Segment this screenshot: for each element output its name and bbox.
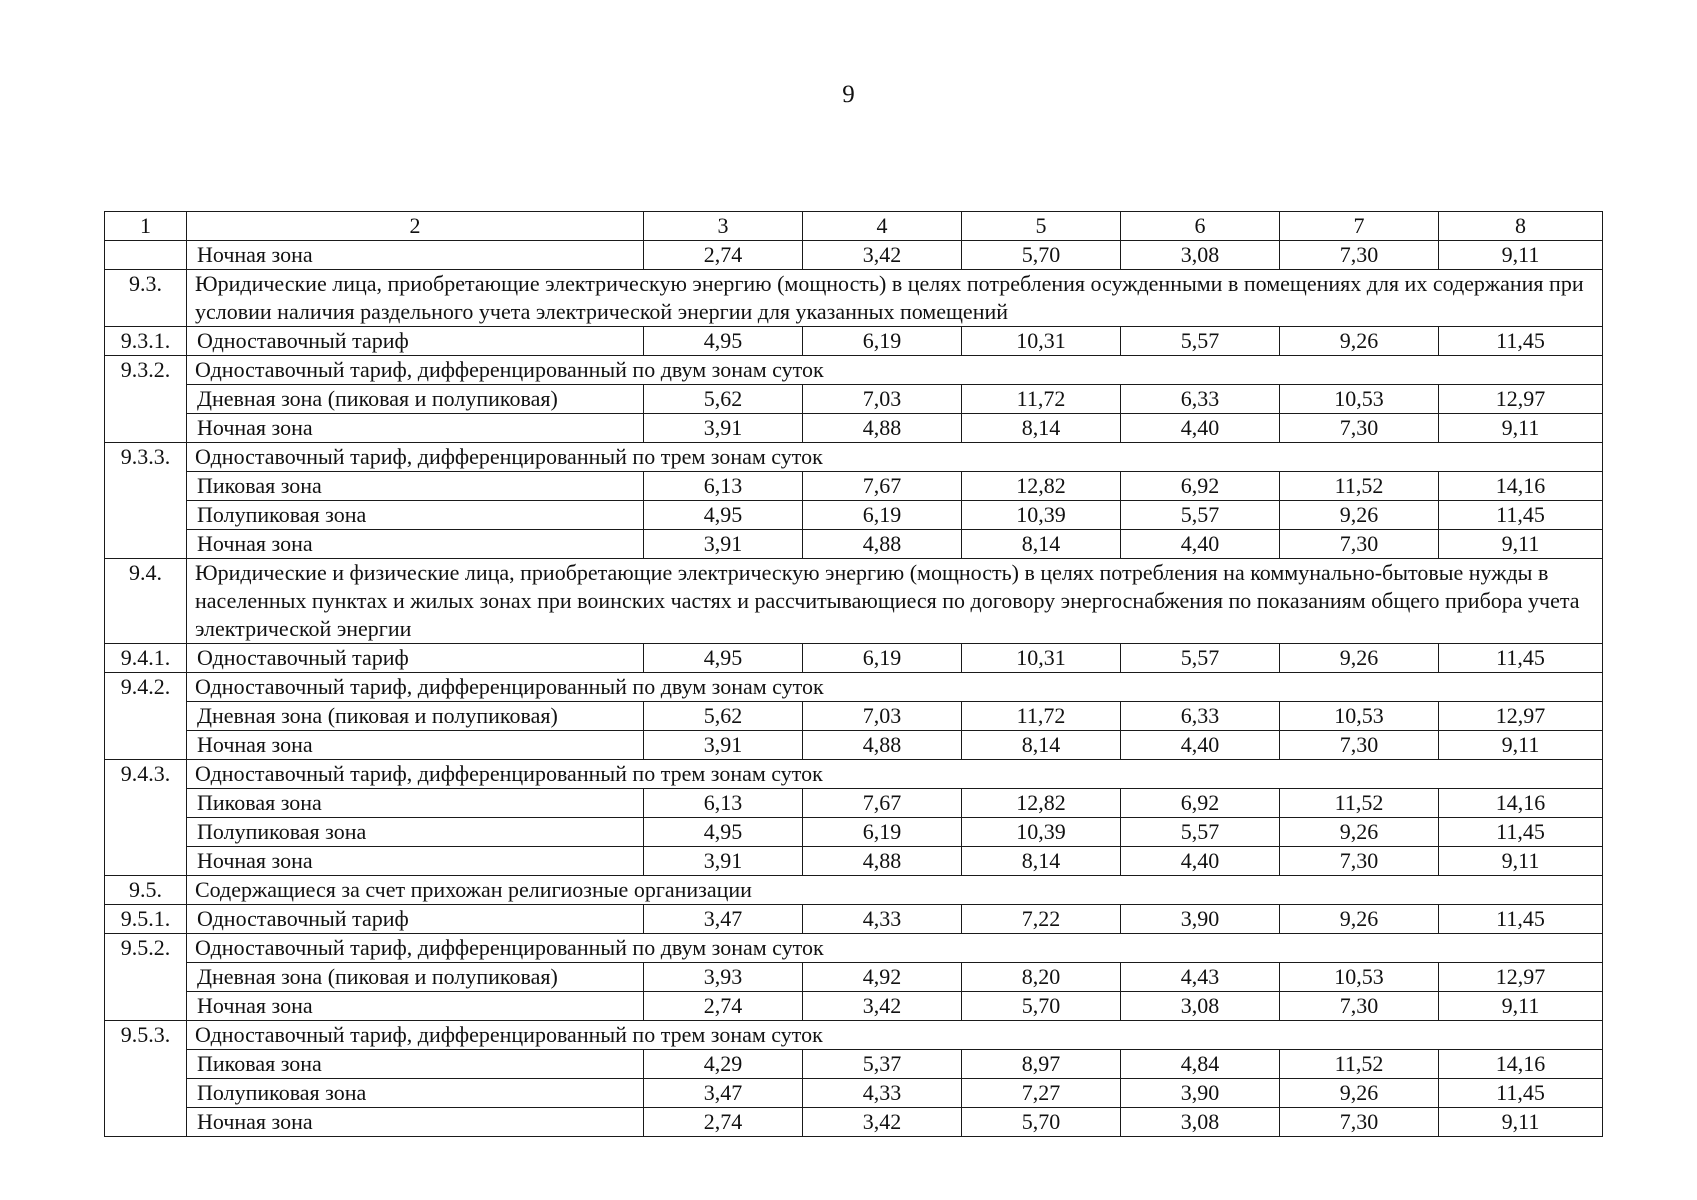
tariff-value: 9,11 <box>1439 414 1603 443</box>
tariff-value: 4,40 <box>1121 847 1280 876</box>
row-description: Ночная зона <box>187 992 644 1021</box>
tariff-value: 8,14 <box>962 530 1121 559</box>
section-row <box>105 876 1603 905</box>
tariff-value: 7,67 <box>803 789 962 818</box>
tariff-value: 9,11 <box>1439 731 1603 760</box>
row-code: 9.3. <box>105 270 187 327</box>
tariff-value: 10,53 <box>1280 963 1439 992</box>
tariff-value: 12,97 <box>1439 963 1603 992</box>
tariff-value: 5,37 <box>803 1050 962 1079</box>
tariff-value: 7,30 <box>1280 847 1439 876</box>
tariff-value: 6,33 <box>1121 385 1280 414</box>
row-code: 9.5.2. <box>105 934 187 1021</box>
tariff-row <box>105 963 1603 992</box>
tariff-row <box>105 530 1603 559</box>
tariff-value: 6,13 <box>644 472 803 501</box>
row-description: Дневная зона (пиковая и полупиковая) <box>187 385 644 414</box>
tariff-value: 7,22 <box>962 905 1121 934</box>
row-description: Ночная зона <box>187 1108 644 1137</box>
column-number: 2 <box>187 212 644 241</box>
tariff-value: 9,26 <box>1280 818 1439 847</box>
row-code <box>105 241 187 270</box>
tariff-value: 7,30 <box>1280 992 1439 1021</box>
section-row <box>105 559 1603 644</box>
row-description: Дневная зона (пиковая и полупиковая) <box>187 963 644 992</box>
tariff-value: 9,26 <box>1280 327 1439 356</box>
tariff-value: 10,31 <box>962 644 1121 673</box>
tariff-value: 3,90 <box>1121 1079 1280 1108</box>
tariff-value: 14,16 <box>1439 789 1603 818</box>
tariff-row <box>105 644 1603 673</box>
column-number: 1 <box>105 212 187 241</box>
tariff-value: 7,27 <box>962 1079 1121 1108</box>
tariff-value: 12,97 <box>1439 385 1603 414</box>
tariff-row <box>105 992 1603 1021</box>
column-number: 5 <box>962 212 1121 241</box>
tariff-value: 11,72 <box>962 702 1121 731</box>
section-title: Одноставочный тариф, дифференцированный по двум зонам суток <box>187 934 1603 963</box>
tariff-value: 6,13 <box>644 789 803 818</box>
tariff-value: 6,33 <box>1121 702 1280 731</box>
row-description: Пиковая зона <box>187 1050 644 1079</box>
section-title: Одноставочный тариф, дифференцированный по трем зонам суток <box>187 443 1603 472</box>
tariff-value: 9,26 <box>1280 1079 1439 1108</box>
row-description: Полупиковая зона <box>187 818 644 847</box>
row-description: Ночная зона <box>187 414 644 443</box>
tariff-value: 5,57 <box>1121 501 1280 530</box>
tariff-row <box>105 241 1603 270</box>
row-description: Ночная зона <box>187 241 644 270</box>
tariff-value: 11,45 <box>1439 1079 1603 1108</box>
row-code: 9.3.2. <box>105 356 187 443</box>
tariff-value: 3,91 <box>644 530 803 559</box>
tariff-value: 2,74 <box>644 241 803 270</box>
section-title: Одноставочный тариф, дифференцированный по трем зонам суток <box>187 1021 1603 1050</box>
tariff-value: 4,40 <box>1121 530 1280 559</box>
tariff-row <box>105 731 1603 760</box>
row-code: 9.3.1. <box>105 327 187 356</box>
tariff-value: 5,57 <box>1121 818 1280 847</box>
tariff-value: 9,26 <box>1280 644 1439 673</box>
section-title: Одноставочный тариф, дифференцированный по двум зонам суток <box>187 673 1603 702</box>
tariff-value: 5,62 <box>644 702 803 731</box>
row-description: Ночная зона <box>187 530 644 559</box>
tariff-value: 5,57 <box>1121 644 1280 673</box>
row-code: 9.4.3. <box>105 760 187 876</box>
tariff-value: 10,39 <box>962 818 1121 847</box>
tariff-value: 3,08 <box>1121 241 1280 270</box>
tariff-value: 3,91 <box>644 847 803 876</box>
tariff-value: 3,47 <box>644 1079 803 1108</box>
tariff-value: 4,33 <box>803 905 962 934</box>
tariff-value: 10,31 <box>962 327 1121 356</box>
row-code: 9.5.1. <box>105 905 187 934</box>
tariff-value: 4,95 <box>644 501 803 530</box>
tariff-value: 3,47 <box>644 905 803 934</box>
tariff-row <box>105 472 1603 501</box>
section-row <box>105 934 1603 963</box>
tariff-value: 6,19 <box>803 644 962 673</box>
tariff-table <box>104 211 1603 1137</box>
tariff-value: 3,42 <box>803 1108 962 1137</box>
tariff-value: 8,14 <box>962 731 1121 760</box>
tariff-value: 8,14 <box>962 414 1121 443</box>
tariff-row <box>105 501 1603 530</box>
row-code: 9.3.3. <box>105 443 187 559</box>
tariff-value: 7,30 <box>1280 1108 1439 1137</box>
tariff-value: 5,62 <box>644 385 803 414</box>
tariff-value: 4,88 <box>803 731 962 760</box>
tariff-value: 3,91 <box>644 731 803 760</box>
tariff-value: 9,11 <box>1439 992 1603 1021</box>
row-description: Ночная зона <box>187 847 644 876</box>
section-title: Юридические и физические лица, приобретающие электрическую энергию (мощность) в целях потребления на коммунально-бытовые нужды в населенных пунктах и жилых зонах при воинских частях и рассчитывающиеся по договору энергоснабжения по показаниям общего прибора учета электрической энергии <box>187 559 1603 644</box>
tariff-row <box>105 414 1603 443</box>
tariff-value: 4,84 <box>1121 1050 1280 1079</box>
section-row <box>105 270 1603 327</box>
tariff-value: 4,88 <box>803 847 962 876</box>
tariff-value: 3,42 <box>803 992 962 1021</box>
row-code: 9.5.3. <box>105 1021 187 1137</box>
tariff-row <box>105 905 1603 934</box>
tariff-row <box>105 847 1603 876</box>
tariff-value: 5,57 <box>1121 327 1280 356</box>
tariff-value: 10,39 <box>962 501 1121 530</box>
row-code: 9.5. <box>105 876 187 905</box>
tariff-value: 4,95 <box>644 644 803 673</box>
section-row <box>105 1021 1603 1050</box>
tariff-value: 11,45 <box>1439 905 1603 934</box>
row-description: Ночная зона <box>187 731 644 760</box>
tariff-value: 10,53 <box>1280 702 1439 731</box>
tariff-value: 3,90 <box>1121 905 1280 934</box>
tariff-row <box>105 702 1603 731</box>
tariff-value: 3,42 <box>803 241 962 270</box>
tariff-value: 7,03 <box>803 385 962 414</box>
tariff-row <box>105 1108 1603 1137</box>
section-row <box>105 443 1603 472</box>
tariff-value: 11,45 <box>1439 818 1603 847</box>
tariff-value: 8,20 <box>962 963 1121 992</box>
page-number: 9 <box>842 81 855 108</box>
column-number: 4 <box>803 212 962 241</box>
tariff-value: 9,11 <box>1439 530 1603 559</box>
tariff-value: 7,30 <box>1280 414 1439 443</box>
row-description: Пиковая зона <box>187 789 644 818</box>
section-title: Одноставочный тариф, дифференцированный по трем зонам суток <box>187 760 1603 789</box>
tariff-value: 12,97 <box>1439 702 1603 731</box>
tariff-value: 6,92 <box>1121 789 1280 818</box>
column-number: 8 <box>1439 212 1603 241</box>
tariff-value: 9,26 <box>1280 905 1439 934</box>
column-number-row <box>105 212 1603 241</box>
tariff-value: 7,03 <box>803 702 962 731</box>
tariff-value: 12,82 <box>962 472 1121 501</box>
tariff-value: 11,72 <box>962 385 1121 414</box>
tariff-value: 3,08 <box>1121 992 1280 1021</box>
tariff-table-body <box>105 212 1603 1137</box>
tariff-value: 4,43 <box>1121 963 1280 992</box>
tariff-row <box>105 327 1603 356</box>
section-row <box>105 356 1603 385</box>
tariff-value: 2,74 <box>644 1108 803 1137</box>
row-description: Одноставочный тариф <box>187 327 644 356</box>
tariff-value: 7,30 <box>1280 530 1439 559</box>
tariff-value: 4,29 <box>644 1050 803 1079</box>
tariff-value: 10,53 <box>1280 385 1439 414</box>
tariff-value: 9,11 <box>1439 847 1603 876</box>
tariff-value: 4,88 <box>803 414 962 443</box>
row-description: Одноставочный тариф <box>187 905 644 934</box>
section-row <box>105 673 1603 702</box>
tariff-value: 4,33 <box>803 1079 962 1108</box>
tariff-value: 9,11 <box>1439 1108 1603 1137</box>
row-description: Пиковая зона <box>187 472 644 501</box>
tariff-value: 3,08 <box>1121 1108 1280 1137</box>
tariff-value: 11,45 <box>1439 501 1603 530</box>
column-number: 3 <box>644 212 803 241</box>
row-code: 9.4.2. <box>105 673 187 760</box>
section-title: Содержащиеся за счет прихожан религиозные организации <box>187 876 1603 905</box>
tariff-row <box>105 1050 1603 1079</box>
tariff-value: 4,92 <box>803 963 962 992</box>
tariff-value: 4,40 <box>1121 414 1280 443</box>
row-code: 9.4.1. <box>105 644 187 673</box>
section-title: Юридические лица, приобретающие электрическую энергию (мощность) в целях потребления осужденными в помещениях для их содержания при условии наличия раздельного учета электрической энергии для указанных помещений <box>187 270 1603 327</box>
row-description: Одноставочный тариф <box>187 644 644 673</box>
row-code: 9.4. <box>105 559 187 644</box>
tariff-value: 11,52 <box>1280 1050 1439 1079</box>
row-description: Полупиковая зона <box>187 501 644 530</box>
tariff-value: 5,70 <box>962 241 1121 270</box>
section-title: Одноставочный тариф, дифференцированный по двум зонам суток <box>187 356 1603 385</box>
tariff-value: 6,19 <box>803 501 962 530</box>
column-number: 7 <box>1280 212 1439 241</box>
tariff-value: 3,93 <box>644 963 803 992</box>
tariff-value: 11,45 <box>1439 644 1603 673</box>
tariff-value: 7,30 <box>1280 241 1439 270</box>
tariff-row <box>105 385 1603 414</box>
tariff-value: 2,74 <box>644 992 803 1021</box>
tariff-value: 11,45 <box>1439 327 1603 356</box>
tariff-value: 4,95 <box>644 818 803 847</box>
tariff-value: 5,70 <box>962 1108 1121 1137</box>
tariff-row <box>105 1079 1603 1108</box>
tariff-value: 14,16 <box>1439 472 1603 501</box>
tariff-value: 8,97 <box>962 1050 1121 1079</box>
column-number: 6 <box>1121 212 1280 241</box>
row-description: Полупиковая зона <box>187 1079 644 1108</box>
tariff-value: 4,95 <box>644 327 803 356</box>
tariff-value: 4,88 <box>803 530 962 559</box>
tariff-value: 6,19 <box>803 327 962 356</box>
tariff-value: 5,70 <box>962 992 1121 1021</box>
tariff-value: 14,16 <box>1439 1050 1603 1079</box>
tariff-value: 9,11 <box>1439 241 1603 270</box>
tariff-value: 4,40 <box>1121 731 1280 760</box>
tariff-value: 7,67 <box>803 472 962 501</box>
tariff-value: 6,19 <box>803 818 962 847</box>
tariff-value: 9,26 <box>1280 501 1439 530</box>
tariff-row <box>105 789 1603 818</box>
tariff-value: 12,82 <box>962 789 1121 818</box>
tariff-value: 7,30 <box>1280 731 1439 760</box>
tariff-row <box>105 818 1603 847</box>
tariff-value: 11,52 <box>1280 789 1439 818</box>
tariff-value: 3,91 <box>644 414 803 443</box>
row-description: Дневная зона (пиковая и полупиковая) <box>187 702 644 731</box>
tariff-value: 6,92 <box>1121 472 1280 501</box>
tariff-value: 8,14 <box>962 847 1121 876</box>
section-row <box>105 760 1603 789</box>
tariff-value: 11,52 <box>1280 472 1439 501</box>
